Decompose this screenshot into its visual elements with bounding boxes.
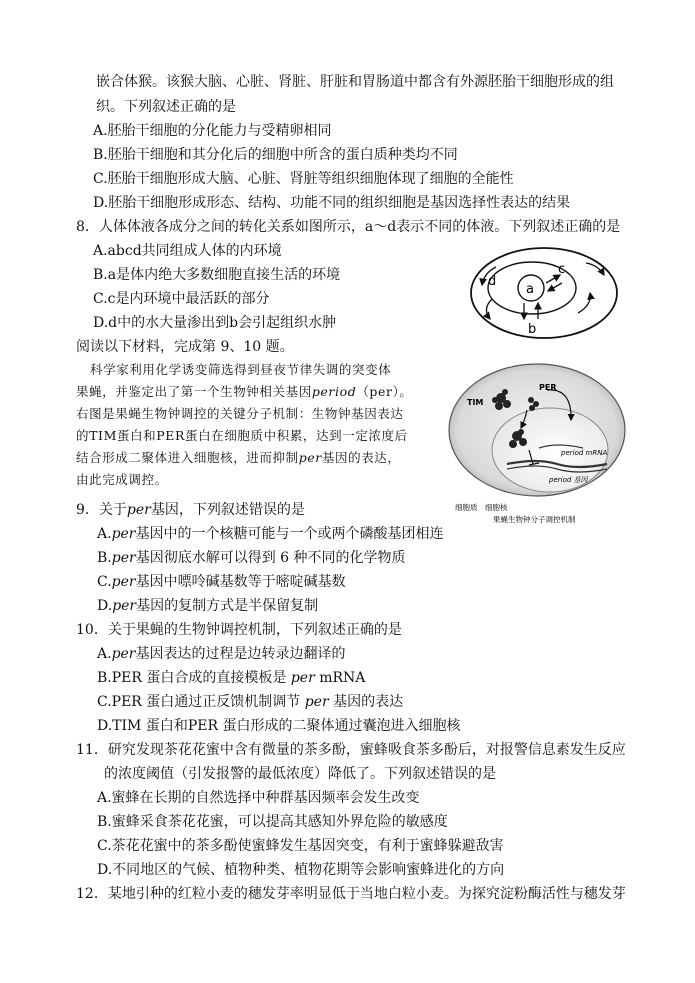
q7-stem-line2: 织。下列叙述正确的是 <box>96 99 236 115</box>
q7-option-b: B.胚胎干细胞和其分化后的细胞中所含的蛋白质种类均不同 <box>93 147 458 163</box>
mrna-label: period mRNA <box>561 449 608 457</box>
q10-option-b: B.PER 蛋白合成的直接模板是 per mRNA <box>97 670 366 686</box>
gene-name: period <box>311 384 357 399</box>
passage-line2: 果蝇，并鉴定出了第一个生物钟相关基因period（per）。 <box>76 384 413 399</box>
per-label: PER <box>539 383 557 392</box>
q12-stem: 12．某地引种的红粒小麦的穗发芽率明显低于当地白粒小麦。为探究淀粉酶活性与穗发芽 <box>76 886 626 902</box>
q11-option-d: D.不同地区的气候、植物种类、植物花期等会影响蜜蜂进化的方向 <box>97 862 505 878</box>
passage-line1: 科学家利用化学诱变筛选得到昼夜节律失调的突变体 <box>90 362 392 377</box>
figure-caption: 果蝇生物钟分子调控机制 <box>493 515 576 524</box>
cytoplasm-label: 细胞质 <box>455 503 478 512</box>
q8-stem: 8．人体体液各成分之间的转化关系如图所示，a～d表示不同的体液。下列叙述正确的是 <box>76 219 621 235</box>
q11-stem-line2: 的浓度阈值（引发报警的最低浓度）降低了。下列叙述错误的是 <box>104 766 496 782</box>
passage-line5: 结合形成二聚体进入细胞核，进而抑制per基因的表达， <box>76 450 401 465</box>
q7-option-d: D.胚胎干细胞形成形态、结构、功能不同的组织细胞是基因选择性表达的结果 <box>93 195 571 211</box>
q11-option-a: A.蜜蜂在长期的自然选择中种群基因频率会发生改变 <box>97 790 420 806</box>
q8-option-c: C.c是内环境中最活跃的部分 <box>93 291 270 307</box>
clock-mechanism-figure <box>447 360 627 525</box>
fluid-label-c: c <box>558 262 566 277</box>
fluid-label-b: b <box>528 322 537 337</box>
passage-line3: 右图是果蝇生物钟调控的关键分子机制：生物钟基因表达 <box>76 406 404 421</box>
q7-stem-line1: 嵌合体猴。该猴大脑、心脏、肾脏、肝脏和胃肠道中都含有外源胚胎干细胞形成的组 <box>96 74 614 90</box>
reading-intro: 阅读以下材料，完成第 9、10 题。 <box>76 339 294 355</box>
q11-option-b: B.蜜蜂采食茶花花蜜，可以提高其感知外界危险的敏感度 <box>97 814 448 830</box>
q10-option-c: C.PER 蛋白通过正反馈机制调节 per 基因的表达 <box>97 694 404 710</box>
q11-stem-line1: 11．研究发现茶花花蜜中含有微量的茶多酚，蜜蜂吸食茶多酚后，对报警信息素发生反应 <box>76 742 626 758</box>
gene-label: period 基因 <box>549 476 588 484</box>
q7-option-c: C.胚胎干细胞形成大脑、心脏、肾脏等组织细胞体现了细胞的全能性 <box>93 171 514 187</box>
q9-stem: 9．关于per基因，下列叙述错误的是 <box>76 502 305 518</box>
reading-passage <box>76 359 436 491</box>
q8-option-a: A.abcd共同组成人体的内环境 <box>93 243 282 259</box>
body-fluid-diagram <box>466 243 622 343</box>
fluid-label-d: d <box>488 274 497 289</box>
q11-option-c: C.茶花花蜜中的茶多酚使蜜蜂发生基因突变，有利于蜜蜂躲避敌害 <box>97 838 504 854</box>
q10-stem: 10．关于果蝇的生物钟调控机制，下列叙述正确的是 <box>76 622 402 638</box>
q9-option-c: C.per基因中嘌呤碱基数等于嘧啶碱基数 <box>97 574 346 590</box>
fluid-label-a: a <box>526 282 534 297</box>
nucleus-label: 细胞核 <box>485 503 508 512</box>
q7-option-a: A.胚胎干细胞的分化能力与受精卵相同 <box>93 123 332 139</box>
q10-option-a: A.per基因表达的过程是边转录边翻译的 <box>97 646 346 662</box>
q9-option-b: B.per基因彻底水解可以得到 6 种不同的化学物质 <box>97 550 406 566</box>
tim-label: TIM <box>467 398 484 407</box>
q9-option-a: A.per基因中的一个核糖可能与一个或两个磷酸基团相连 <box>97 526 444 542</box>
q8-option-b: B.a是体内绝大多数细胞直接生活的环境 <box>93 267 341 283</box>
passage-line4: 的TIM蛋白和PER蛋白在细胞质中积累，达到一定浓度后 <box>76 428 408 443</box>
q8-option-d: D.d中的水大量渗出到b会引起组织水肿 <box>93 315 337 331</box>
q9-option-d: D.per基因的复制方式是半保留复制 <box>97 598 319 614</box>
q10-option-d: D.TIM 蛋白和PER 蛋白形成的二聚体通过囊泡进入细胞核 <box>97 718 461 734</box>
passage-line6: 由此完成调控。 <box>76 472 168 487</box>
